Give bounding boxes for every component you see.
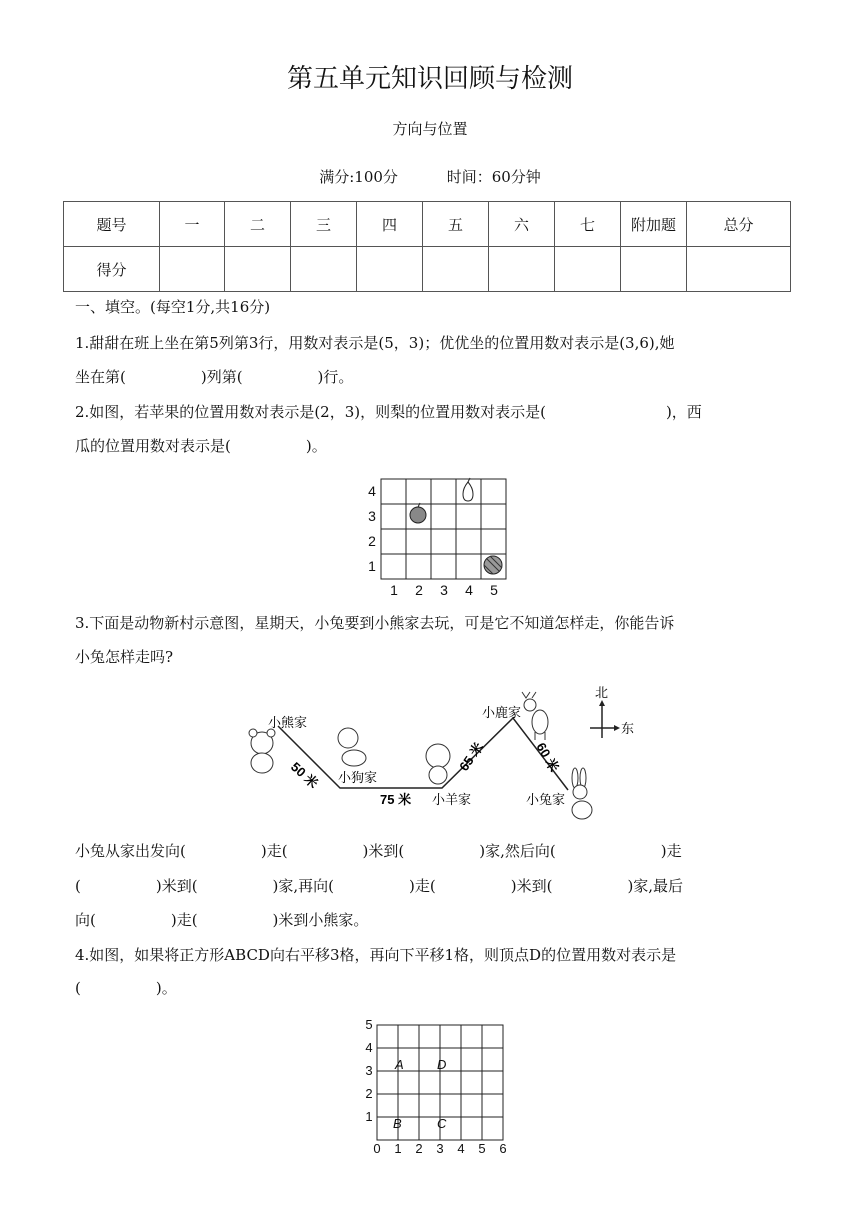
- question-1-line-1: 1.甜甜在班上坐在第5列第3行，用数对表示是(5，3)；优优坐的位置用数对表示是(3,6),她: [75, 334, 675, 352]
- dog-icon: [338, 728, 366, 766]
- y-tick: 3: [368, 508, 376, 524]
- question-4-line-2: ( )。: [75, 979, 177, 997]
- x-tick: 0: [373, 1141, 381, 1156]
- question-3-answer-line-1: 小兔从家出发向( )走( )米到( )家,然后向( )走: [75, 842, 682, 860]
- score-cell[interactable]: [489, 247, 555, 292]
- point-d-label: D: [437, 1057, 447, 1072]
- score-cell[interactable]: [423, 247, 489, 292]
- y-tick: 2: [368, 533, 376, 549]
- x-tick: 5: [490, 582, 498, 598]
- score-cell[interactable]: [291, 247, 357, 292]
- question-3-answer-line-3: 向( )走( )米到小熊家。: [75, 911, 369, 929]
- distance-label: 60 米: [533, 740, 562, 775]
- x-tick: 3: [436, 1141, 444, 1156]
- table-header-cell: 七: [555, 202, 621, 247]
- x-tick: 1: [394, 1141, 402, 1156]
- score-cell[interactable]: [357, 247, 423, 292]
- table-header-cell: 五: [423, 202, 489, 247]
- rabbit-home-label: 小兔家: [526, 792, 566, 807]
- question-3-answer-line-2: ( )米到( )家,再向( )走( )米到( )家,最后: [75, 877, 684, 895]
- table-header-cell: 六: [489, 202, 555, 247]
- y-tick: 4: [365, 1040, 373, 1055]
- x-tick: 2: [415, 582, 423, 598]
- x-tick: 5: [478, 1141, 486, 1156]
- score-cell[interactable]: [225, 247, 291, 292]
- bear-icon: [249, 729, 275, 773]
- question-3-line-2: 小兔怎样走吗?: [75, 648, 174, 666]
- village-map: [230, 680, 650, 830]
- rabbit-icon: [572, 768, 592, 819]
- question-4-line-1: 4.如图，如果将正方形ABCD向右平移3格，再向下平移1格，则顶点D的位置用数对表示是: [75, 946, 677, 964]
- table-header-cell: 总分: [687, 202, 791, 247]
- x-tick: 1: [390, 582, 398, 598]
- row-label: 得分: [64, 247, 160, 292]
- x-tick: 2: [415, 1141, 423, 1156]
- y-tick: 3: [365, 1063, 373, 1078]
- point-c-label: C: [437, 1116, 447, 1131]
- table-header-cell: 一: [160, 202, 225, 247]
- score-cell[interactable]: [555, 247, 621, 292]
- point-b-label: B: [393, 1116, 402, 1131]
- score-cell[interactable]: [621, 247, 687, 292]
- table-header-cell: 三: [291, 202, 357, 247]
- point-a-label: A: [395, 1057, 404, 1072]
- y-tick: 1: [368, 558, 376, 574]
- distance-label: 50 米: [287, 759, 322, 792]
- table-header-cell: 二: [225, 202, 291, 247]
- watermelon-icon: [484, 556, 502, 574]
- sheep-home-label: 小羊家: [432, 792, 472, 807]
- question-1-line-2: 坐在第( )列第( )行。: [75, 368, 354, 386]
- question-3-line-1: 3.下面是动物新村示意图，星期天，小兔要到小熊家去玩，可是它不知道怎样走，你能告诉: [75, 614, 675, 632]
- table-header-cell: 题号: [64, 202, 160, 247]
- page-subtitle: 方向与位置: [392, 120, 468, 138]
- exam-meta: [0, 166, 860, 187]
- pear-icon: [463, 478, 473, 501]
- score-table: [63, 201, 791, 292]
- y-tick: 1: [365, 1109, 373, 1124]
- score-table-row: [64, 247, 791, 292]
- table-header-cell: 附加题: [621, 202, 687, 247]
- section-heading: 一、填空。(每空1分,共16分): [75, 298, 271, 316]
- apple-icon: [410, 503, 426, 523]
- score-cell[interactable]: [687, 247, 791, 292]
- question-2-line-1: 2.如图，若苹果的位置用数对表示是(2，3)，则梨的位置用数对表示是( )，西: [75, 403, 702, 421]
- y-tick: 4: [368, 483, 376, 499]
- x-tick: 6: [499, 1141, 507, 1156]
- x-tick: 4: [457, 1141, 465, 1156]
- compass-east-label: 东: [621, 721, 635, 736]
- distance-label: 65 米: [456, 739, 487, 774]
- dog-home-label: 小狗家: [338, 770, 378, 785]
- time-limit: 时间：60分钟: [446, 168, 541, 186]
- x-tick: 4: [465, 582, 473, 598]
- question-2-line-2: 瓜的位置用数对表示是( )。: [75, 437, 327, 455]
- deer-home-label: 小鹿家: [482, 705, 522, 720]
- sheep-icon: [426, 744, 450, 784]
- table-header-cell: 四: [357, 202, 423, 247]
- compass-north-label: 北: [595, 685, 609, 700]
- compass-icon: [590, 700, 620, 738]
- distance-label: 75 米: [380, 792, 412, 807]
- deer-icon: [522, 692, 548, 740]
- page-title: 第五单元知识回顾与检测: [286, 64, 573, 94]
- square-grid: [360, 1015, 520, 1160]
- score-table-header-row: [64, 202, 791, 247]
- score-cell[interactable]: [160, 247, 225, 292]
- full-score: 满分:100分: [319, 168, 398, 186]
- y-tick: 2: [365, 1086, 373, 1101]
- x-tick: 3: [440, 582, 448, 598]
- bear-home-label: 小熊家: [268, 715, 308, 730]
- fruit-grid: [360, 470, 520, 602]
- y-tick: 5: [365, 1017, 373, 1032]
